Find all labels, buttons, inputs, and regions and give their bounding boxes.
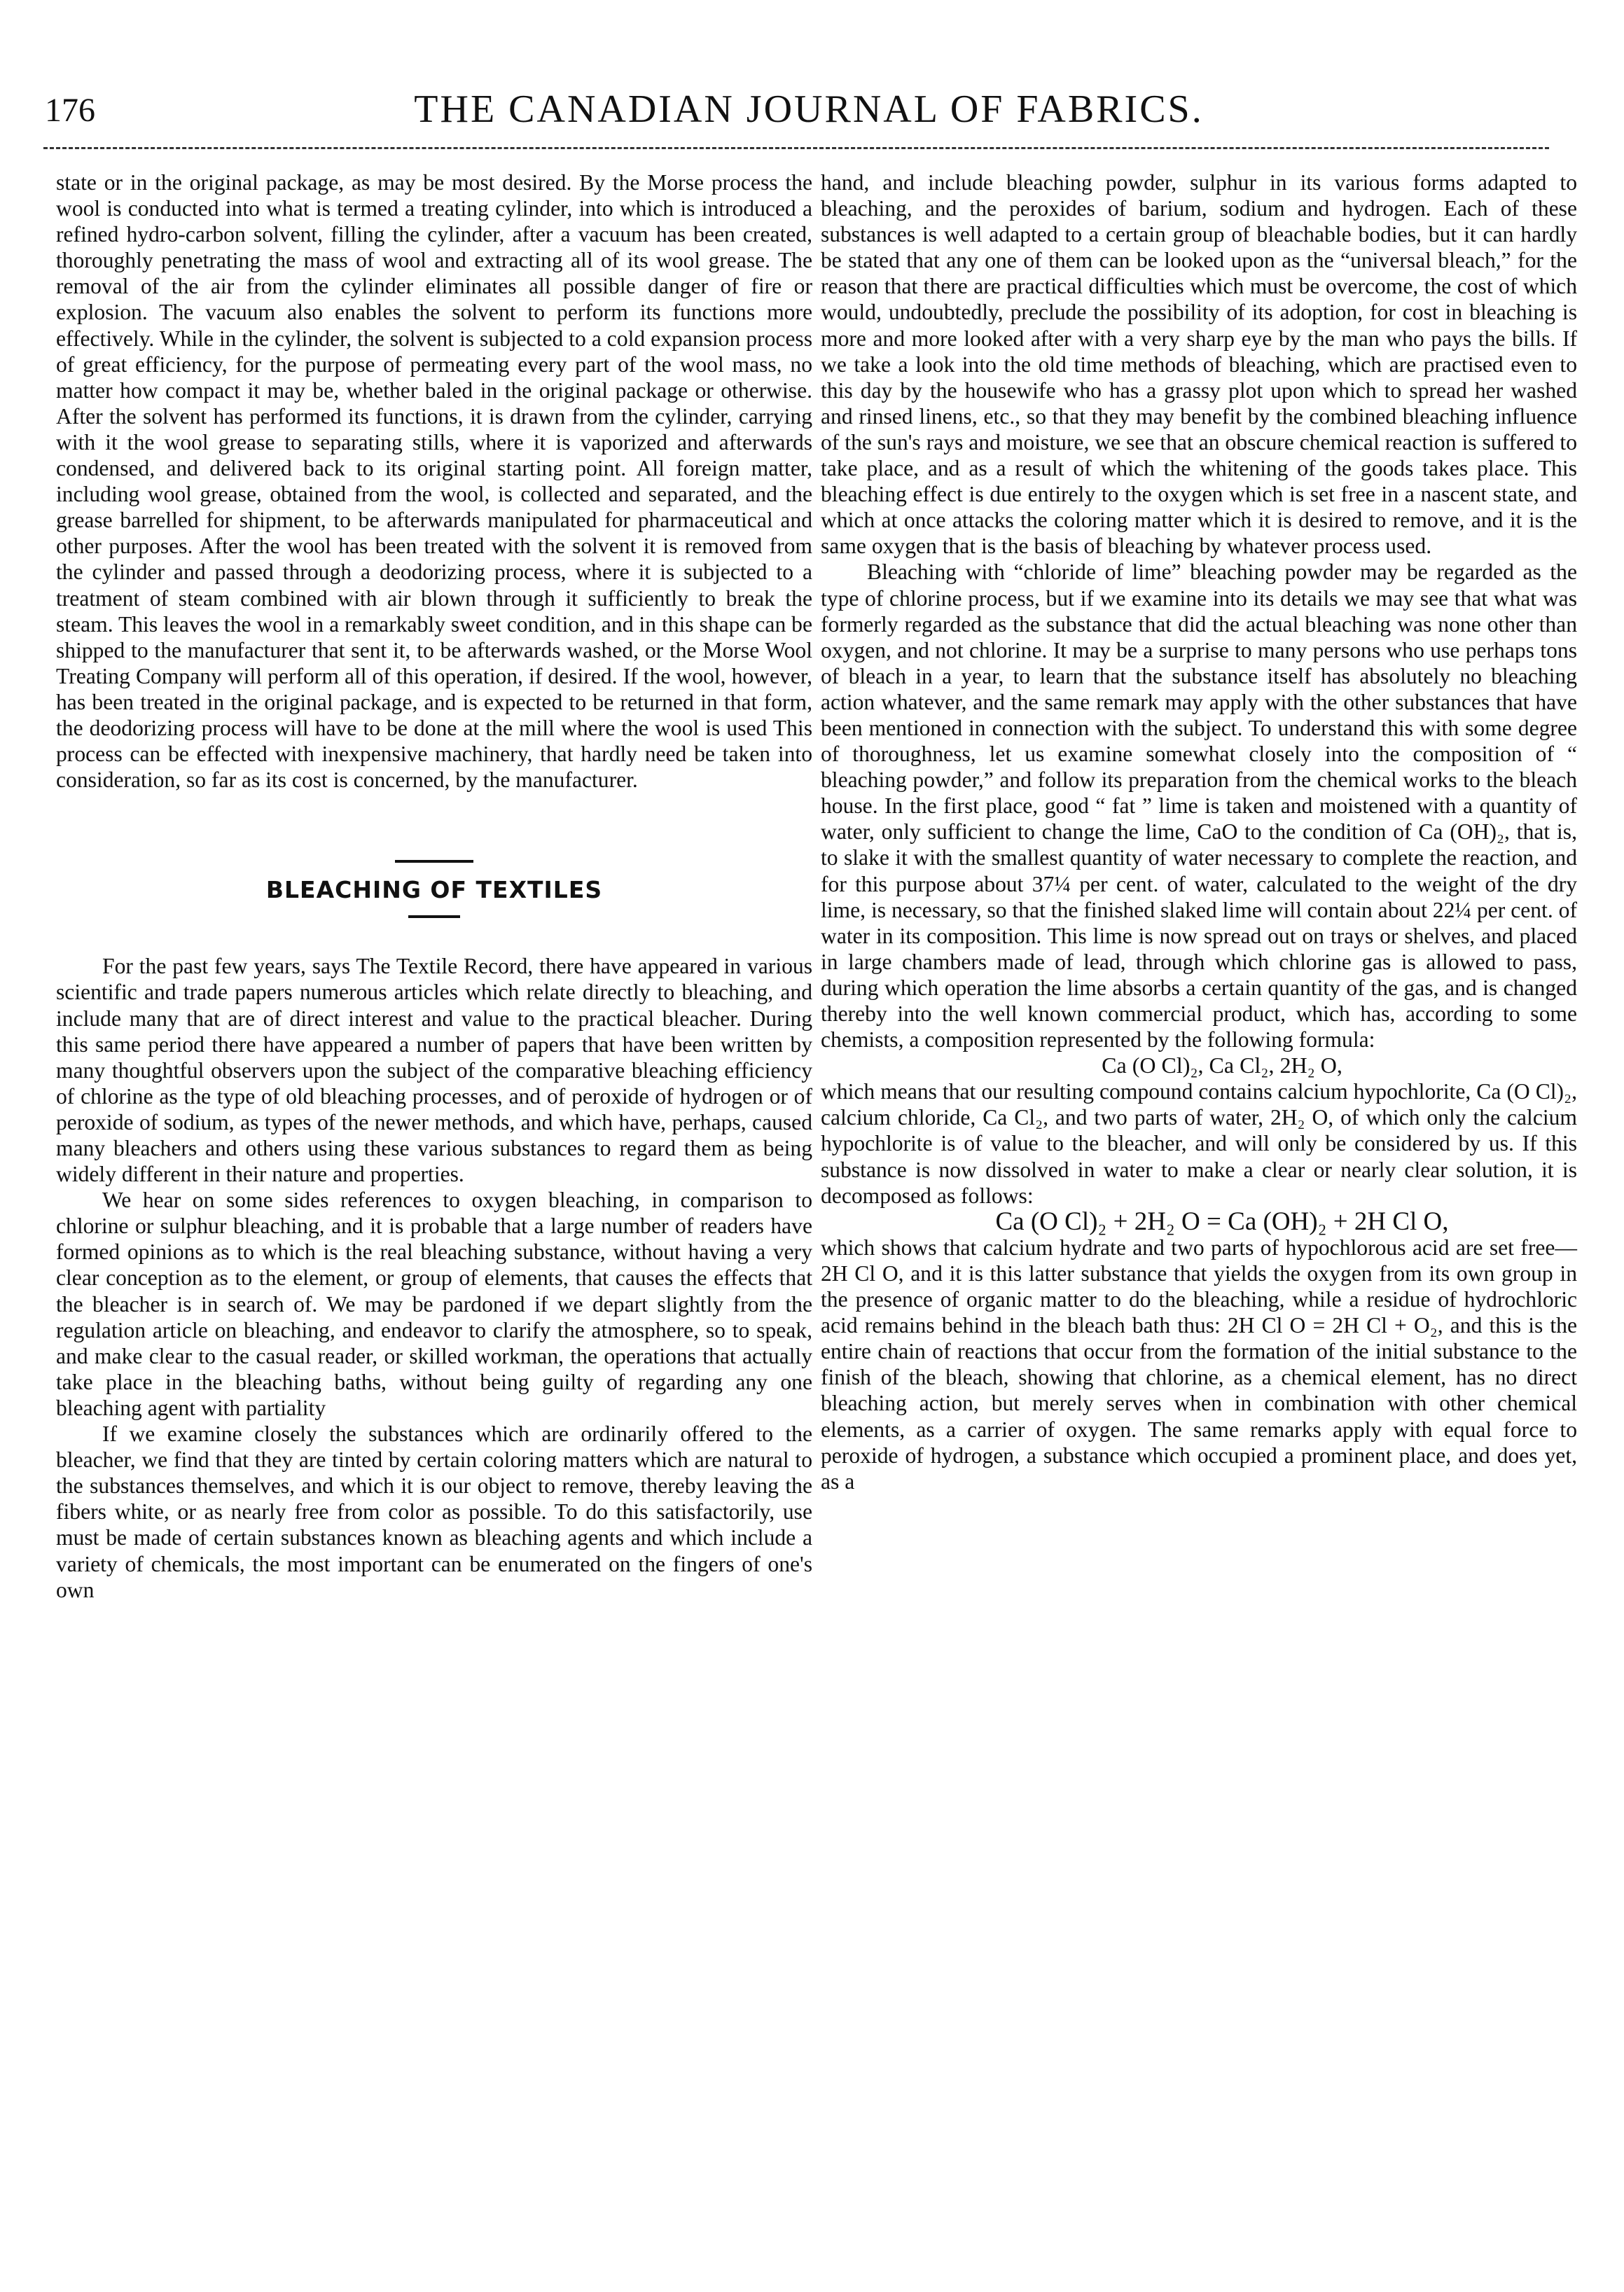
right-column xyxy=(821,169,1577,1494)
body-paragraph: which shows that calcium hydrate and two parts of hypochlorous acid are set free— 2H Cl O, and it is this latter substance that yields the oxygen from its own group in the presence of organic matter to do the bleaching, while a residue of hydrochloric acid remains behind in the bleach bath thus: 2H Cl O = 2H Cl + O₂, and this is the entire chain of reactions that occur from the formation of the initial substance to the finish of the bleach, showing that chlorine, as a chemical element, has no direct bleaching action, but merely serves when in combination with other chemical elements, as a carrier of oxygen. The same remarks apply with equal force to peroxide of hydrogen, a substance which occupied a prominent place, and does yet, as a xyxy=(821,1235,1577,1494)
body-paragraph: Bleaching with “chloride of lime” bleaching powder may be regarded as the type of chlorine process, but if we examine into its details we may see that what was formerly regarded as the substance that did the actual bleaching was none other than oxygen, and not chlorine. It may be a surprise to many persons who use perhaps tons of bleach in a year, to learn that the substance itself has absolutely no bleaching action whatever, and the same remark may apply with the other substances that have been mentioned in connection with the subject. To understand this with some degree of thoroughness, let us examine somewhat closely into the composition of “ bleaching powder,” and follow its preparation from the chemical works to the bleach house. In the first place, good “ fat ” lime is taken and moistened with a quantity of water, only sufficient to change the lime, CaO to the condition of Ca (OH)₂, that is, to slake it with the smallest quantity of water necessary to complete the reaction, and for this purpose about 37¼ per cent. of water, calculated to the weight of the dry lime, is necessary, so that the finished slaked lime will contain about 22¼ per cent. of water in its composition. This lime is now spread out on trays or shelves, and placed in large chambers made of lead, through which chlorine gas is allowed to pass, during which operation the lime absorbs a certain quantity of the gas, and is changed thereby into the well known commercial product, which has, according to some chemists, a composition represented by the following formula: xyxy=(821,560,1577,1053)
left-column xyxy=(56,169,812,1603)
body-paragraph: If we examine closely the substances which are ordinarily offered to the bleacher, we find that they are tinted by certain coloring matters which are natural to the substances themselves, and which it is our object to remove, thereby leaving the fibers white, or as nearly free from color as possible. To do this satisfactorily, use must be made of certain substances known as bleaching agents and which include a variety of chemicals, the most important can be enumerated on the fingers of one's own xyxy=(56,1422,812,1602)
section-divider-top xyxy=(395,860,473,863)
page-number: 176 xyxy=(45,92,95,129)
chemical-formula: Ca (O Cl)₂, Ca Cl₂, 2H₂ O, xyxy=(1102,1053,1342,1078)
body-paragraph: which means that our resulting compound contains calcium hypochlorite, Ca (O Cl)₂, calcium chloride, Ca Cl₂, and two parts of water, 2H₂ O, of which only the calcium hypochlorite is of value to the bleacher, and will only be considered by us. If this substance is now dissolved in water to make a clear or nearly clear solution, it is decomposed as follows: xyxy=(821,1079,1577,1208)
body-paragraph: For the past few years, says The Textile Record, there have appeared in various scientific and trade papers numerous articles which relate directly to bleaching, and include many that are of direct interest and value to the practical bleacher. During this same period there have appeared a number of papers that have been written by many thoughtful observers upon the subject of the comparative bleaching efficiency of chlorine as the type of old bleaching processes, and of peroxide of hydrogen or of peroxide of sodium, as types of the newer methods, and which have, perhaps, caused many bleachers and others using these various substances to regard them as being widely different in their nature and properties. xyxy=(56,954,812,1187)
page-header xyxy=(42,84,1576,140)
section-heading: BLEACHING OF TEXTILES xyxy=(265,876,603,904)
section-divider-bottom xyxy=(408,915,460,918)
journal-title: THE CANADIAN JOURNAL OF FABRICS. xyxy=(414,88,1204,131)
body-paragraph: hand, and include bleaching powder, sulphur in its various forms adapted to bleaching, and the peroxides of barium, sodium and hydrogen. Each of these substances is well adapted to a certain group of bleachable bodies, but it can hardly be stated that any one of them can be looked upon as the “universal bleach,” for the reason that there are practical difficulties which must be overcome, the cost of which would, undoubtedly, preclude the possibility of its adoption, for cost in bleaching is more and more looked after with a very sharp eye by the man who pays the bills. If we take a look into the old time methods of bleaching, which are practised even to this day by the housewife who has a grassy plot upon which to spread her washed and rinsed linens, etc., so that they may benefit by the combined bleaching influence of the sun's rays and moisture, we see that an obscure chemical reaction is suffered to take place, and as a result of which the whitening of the goods takes place. This bleaching effect is due entirely to the oxygen which is set free in a nascent state, and which at once attacks the coloring matter which it is desired to remove, and it is the same oxygen that is the basis of bleaching by whatever process used. xyxy=(821,170,1577,559)
body-paragraph: We hear on some sides references to oxygen bleaching, in comparison to chlorine or sulphur bleaching, and it is probable that a large number of readers have formed opinions as to which is the real bleaching substance, without having a very clear conception as to the element, or group of elements, that causes the effects that the bleacher is in search of. We may be pardoned if we depart slightly from the regulation article on bleaching, and endeavor to clarify the atmosphere, so to speak, and make clear to the casual reader, or skilled workman, the operations that actually take place in the bleaching baths, without being guilty of regarding any one bleaching agent with partiality xyxy=(56,1188,812,1420)
article-continuation-paragraph: state or in the original package, as may be most desired. By the Morse process the wool is conducted into what is termed a treating cylinder, into which is introduced a refined hydro-carbon solvent, filling the cylinder, after a vacuum has been created, thoroughly penetrating the mass of wool and extracting all of its wool grease. The removal of the air from the cylinder eliminates all possible danger of fire or explosion. The vacuum also enables the solvent to perform its functions more effectively. While in the cylinder, the solvent is subjected to a cold expansion process of great efficiency, for the purpose of permeating every part of the wool mass, no matter how compact it may be, whether baled in the original package or otherwise. After the solvent has performed its functions, it is drawn from the cylinder, carrying with it the wool grease to separating stills, where it is vaporized and afterwards condensed, and delivered back to its original starting point. All foreign matter, including wool grease, obtained from the wool, is collected and separated, and the grease barrelled for shipment, to be afterwards manipulated for pharmaceutical and other purposes. After the wool has been treated with the solvent it is removed from the cylinder and passed through a deodorizing process, where it is subjected to a treatment of steam combined with air blown through it sufficiently to break the steam. This leaves the wool in a remarkably sweet condition, and in this shape can be shipped to the manufacturer that sent it, to be afterwards washed, or the Morse Wool Treating Company will perform all of this operation, if desired. If the wool, however, has been treated in the original package, and is expected to be returned in that form, the deodorizing process will have to be done at the mill where the wool is used This process can be effected with inexpensive machinery, that hardly need be taken into consideration, so far as its cost is concerned, by the manufacturer. xyxy=(56,170,812,793)
chemical-equation: Ca (O Cl)₂ + 2H₂ O = Ca (OH)₂ + 2H Cl O, xyxy=(995,1207,1449,1236)
header-rule xyxy=(43,147,1549,149)
